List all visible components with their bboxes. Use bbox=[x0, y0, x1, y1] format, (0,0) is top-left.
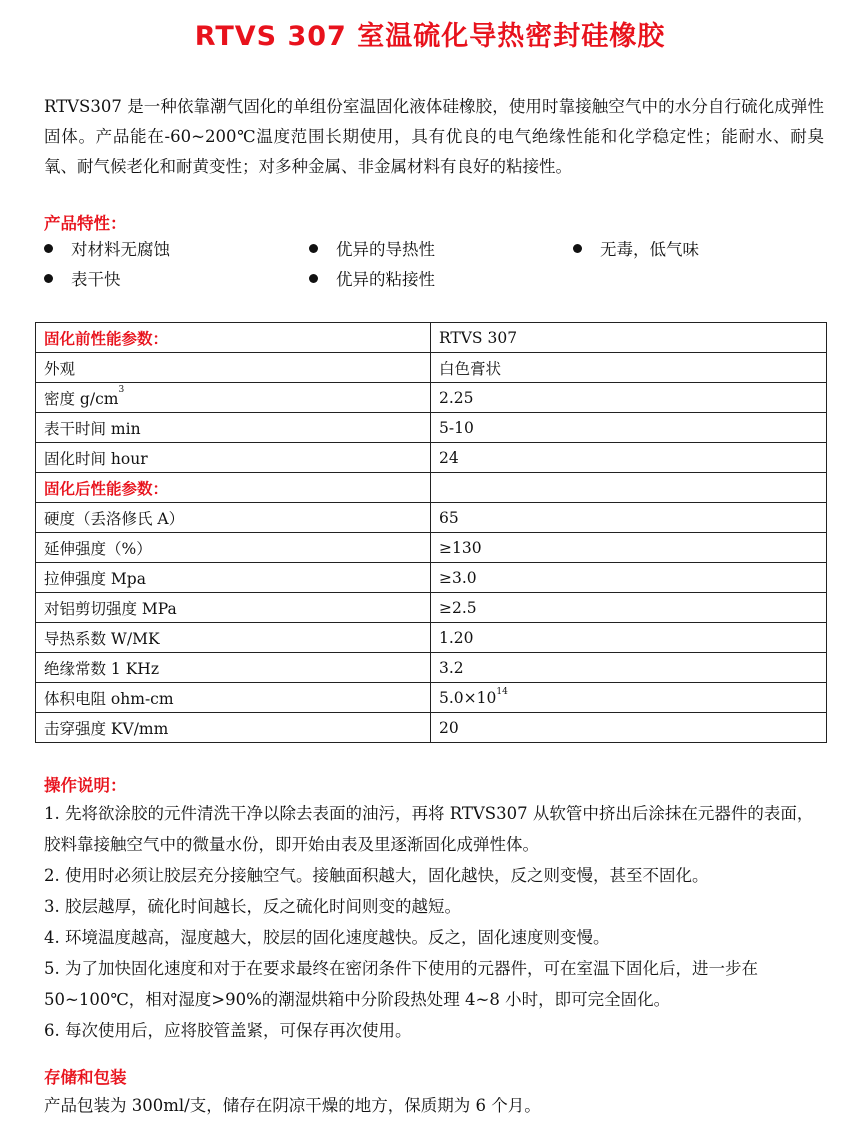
param-name: 表干时间 min bbox=[36, 413, 431, 443]
bullet-icon bbox=[573, 244, 582, 253]
operation-step: 2. 使用时必须让胶层充分接触空气。接触面积越大，固化越快，反之则变慢，甚至不固化。 bbox=[44, 866, 709, 885]
param-value: 1.20 bbox=[431, 623, 827, 653]
operation-heading: 操作说明： bbox=[44, 776, 127, 795]
bullet-icon bbox=[309, 274, 318, 283]
table-row bbox=[36, 623, 827, 653]
param-name: 硬度（丢洛修氏 A） bbox=[36, 503, 431, 533]
param-name: 绝缘常数 1 KHz bbox=[36, 653, 431, 683]
param-name: 对铝剪切强度 MPa bbox=[36, 593, 431, 623]
spec-table bbox=[35, 322, 827, 743]
param-value: ≥2.5 bbox=[431, 593, 827, 623]
param-name: 外观 bbox=[36, 353, 431, 383]
feature-item: 表干快 bbox=[44, 268, 121, 292]
param-value: ≥130 bbox=[431, 533, 827, 563]
table-row bbox=[36, 563, 827, 593]
operation-step: 6. 每次使用后，应将胶管盖紧，可保存再次使用。 bbox=[44, 1021, 412, 1040]
intro-paragraph: RTVS307 是一种依靠潮气固化的单组份室温固化液体硅橡胶，使用时靠接触空气中的水分自行硫化成弹性固体。产品能在-60~200℃温度范围长期使用，具有优良的电气绝缘性能和化学稳定性；能耐水、耐臭氧、耐气候老化和耐黄变性；对多种金属、非金属材料有良好的粘接性。 bbox=[44, 97, 824, 176]
bullet-icon bbox=[309, 244, 318, 253]
table-row bbox=[36, 443, 827, 473]
feature-item: 优异的粘接性 bbox=[309, 268, 435, 292]
param-value: 3.2 bbox=[431, 653, 827, 683]
param-value: 20 bbox=[431, 713, 827, 743]
operation-step: 4. 环境温度越高，湿度越大，胶层的固化速度越快。反之，固化速度则变慢。 bbox=[44, 928, 610, 947]
table-row bbox=[36, 503, 827, 533]
param-value: ≥3.0 bbox=[431, 563, 827, 593]
param-value: $5.0\times 10^{14}$ bbox=[431, 683, 827, 713]
table-row bbox=[36, 533, 827, 563]
table-row bbox=[36, 413, 827, 443]
table-row bbox=[36, 593, 827, 623]
storage-heading: 存储和包装 bbox=[44, 1068, 127, 1087]
table-row bbox=[36, 353, 827, 383]
table-row bbox=[36, 713, 827, 743]
operation-steps bbox=[44, 798, 826, 1046]
param-value: 白色膏状 bbox=[431, 353, 827, 383]
storage-text: 产品包装为 300ml/支，储存在阴凉干燥的地方，保质期为 6 个月。 bbox=[44, 1096, 541, 1115]
after-cure-heading: 固化后性能参数： bbox=[36, 473, 431, 503]
before-cure-heading: 固化前性能参数： bbox=[36, 323, 431, 353]
table-row bbox=[36, 383, 827, 413]
param-value: 2.25 bbox=[431, 383, 827, 413]
param-name: 延伸强度（%） bbox=[36, 533, 431, 563]
document-title: RTVS 307 室温硫化导热密封硅橡胶 bbox=[194, 21, 666, 52]
param-name: 击穿强度 KV/mm bbox=[36, 713, 431, 743]
product-name-cell: RTVS 307 bbox=[431, 323, 827, 353]
feature-item: 优异的导热性 bbox=[309, 238, 435, 262]
table-row bbox=[36, 653, 827, 683]
param-name: 拉伸强度 Mpa bbox=[36, 563, 431, 593]
param-value: 24 bbox=[431, 443, 827, 473]
feature-item: 无毒，低气味 bbox=[573, 238, 699, 262]
param-value: 65 bbox=[431, 503, 827, 533]
bullet-icon bbox=[44, 244, 53, 253]
operation-step: 1. 先将欲涂胶的元件清洗干净以除去表面的油污，再将 RTVS307 从软管中挤出后涂抹在元器件的表面，胶料靠接触空气中的微量水份，即开始由表及里逐渐固化成弹性体。 bbox=[44, 804, 814, 854]
param-name: 导热系数 W/MK bbox=[36, 623, 431, 653]
table-row bbox=[36, 683, 827, 713]
param-name: 固化时间 hour bbox=[36, 443, 431, 473]
operation-step: 3. 胶层越厚，硫化时间越长，反之硫化时间则变的越短。 bbox=[44, 897, 461, 916]
feature-item: 对材料无腐蚀 bbox=[44, 238, 170, 262]
param-name: 体积电阻 ohm-cm bbox=[36, 683, 431, 713]
empty-cell bbox=[431, 473, 827, 503]
bullet-icon bbox=[44, 274, 53, 283]
param-value: 5-10 bbox=[431, 413, 827, 443]
table-row bbox=[36, 473, 827, 503]
operation-step: 5. 为了加快固化速度和对于在要求最终在密闭条件下使用的元器件，可在室温下固化后，进一步在 50~100℃，相对湿度>90%的潮湿烘箱中分阶段热处理 4~8 小时，即可完全固化。 bbox=[44, 959, 758, 1009]
table-row bbox=[36, 323, 827, 353]
param-name: 密度 $g/cm^3$ bbox=[36, 383, 431, 413]
features-heading: 产品特性： bbox=[44, 214, 127, 233]
